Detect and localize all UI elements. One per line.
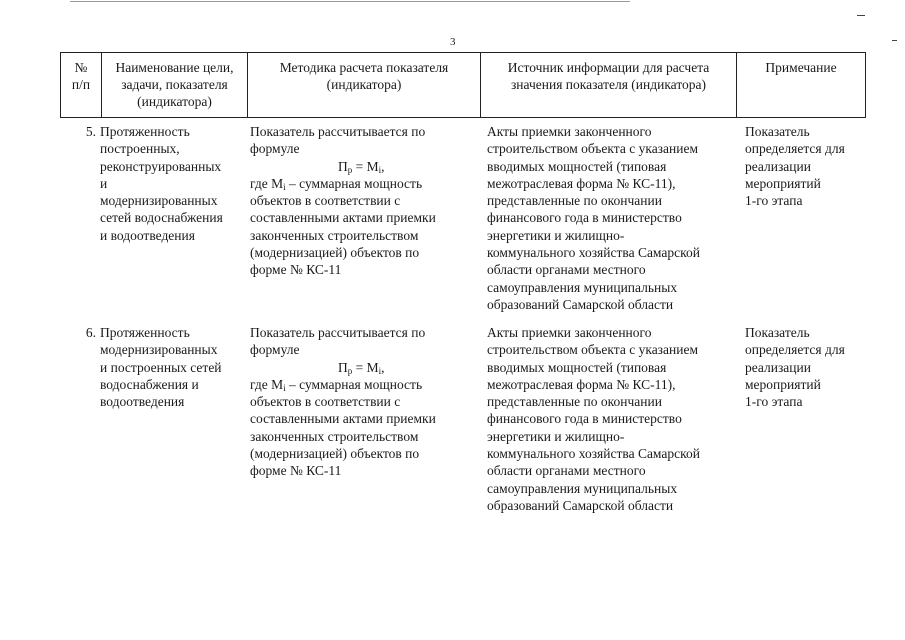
formula [250,359,480,376]
source-line: вводимых мощностей (типовая [487,359,667,375]
header-source [481,53,737,118]
formula-subscript: i [378,365,382,376]
note-line: определяется для [745,141,845,157]
method-text: – суммарная мощность [285,175,423,191]
table-header [60,52,866,118]
method-line: Показатель рассчитывается по [250,325,426,340]
note-line: реализации [745,158,811,174]
name-line: модернизированных [100,193,218,209]
note-line: реализации [745,359,811,375]
name-line: построенных, [100,141,180,157]
method-text: где M [250,376,284,392]
formula-subscript: р [347,365,353,376]
header-num [61,53,102,118]
note-line: 1-го этапа [745,394,803,410]
source-line: представленные по окончании [487,193,662,209]
source-line: области органами местного [487,262,646,278]
header-method [248,53,481,118]
method-line: законченных строительством [250,227,419,243]
method-line: объектов в соответствии с [250,394,401,410]
source-line: самоуправления муниципальных [487,480,678,496]
method-text: – суммарная мощность [285,376,423,392]
source-line: межотраслевая форма № КС-11), [487,175,676,191]
method-line: объектов в соответствии с [250,193,401,209]
header-note-text: Примечание [765,60,837,75]
method-line: составленными актами приемки [250,210,436,226]
calculation-method [250,123,480,279]
name-line: и [100,175,108,191]
method-subscript: i [283,382,286,393]
source-line: финансового года в министерство [487,411,682,427]
header-name-text: Наименование цели, задачи, показателя (индикатора) [115,60,234,109]
source-line: межотраслевая форма № КС-11), [487,376,676,392]
method-line [250,376,480,393]
row-number: 6. [85,325,96,340]
note-line: определяется для [745,342,845,358]
method-line: законченных строительством [250,428,419,444]
margin-tick-mark [892,40,897,41]
formula-symbol: П [338,359,348,375]
method-line: форме № КС-11 [250,262,342,278]
source-line: коммунального хозяйства Самарской [487,245,700,261]
method-line: Показатель рассчитывается по [250,124,426,139]
formula-tail: , [381,359,385,375]
source-line: образований Самарской области [487,296,674,312]
header-note [737,53,866,118]
formula [250,158,480,175]
name-line: водоотведения [100,394,185,410]
source-line: коммунального хозяйства Самарской [487,446,700,462]
source-line: строительством объекта с указанием [487,342,698,358]
note-line: Показатель [745,325,810,340]
source-line: области органами местного [487,463,646,479]
information-source [487,324,737,514]
note-line: Показатель [745,124,810,139]
header-name [102,53,248,118]
source-line: Акты приемки законченного [487,325,652,340]
name-line: сетей водоснабжения [100,210,223,226]
method-subscript: i [283,181,286,192]
source-line: Акты приемки законченного [487,124,652,139]
top-edge-line [70,1,630,2]
note [745,324,865,410]
formula-subscript: i [378,164,382,175]
method-line: (модернизацией) объектов по [250,446,420,462]
source-line: энергетики и жилищно- [487,428,625,444]
indicator-name [100,123,250,244]
method-line [250,175,480,192]
header-source-text: Источник информации для расчета значения показателя (индикатора) [507,60,710,92]
margin-dash-mark [857,15,865,16]
name-line: Протяженность [100,124,190,139]
source-line: строительством объекта с указанием [487,141,698,157]
header-num-text: № п/п [71,60,91,92]
page-number: 3 [450,36,456,48]
formula-equals: = M [352,359,379,375]
formula-symbol: П [338,158,348,174]
note [745,123,865,209]
source-line: самоуправления муниципальных [487,279,678,295]
source-line: образований Самарской области [487,497,674,513]
indicator-name [100,324,250,410]
information-source [487,123,737,313]
row-number: 5. [85,124,96,139]
header-method-text: Методика расчета показателя (индикатора) [279,60,449,92]
source-line: представленные по окончании [487,394,662,410]
source-line: энергетики и жилищно- [487,227,625,243]
method-line: составленными актами приемки [250,411,436,427]
name-line: модернизированных [100,342,218,358]
name-line: Протяженность [100,325,190,340]
formula-tail: , [381,158,385,174]
note-line: мероприятий [745,376,821,392]
name-line: и построенных сетей [100,359,222,375]
method-line: форме № КС-11 [250,463,342,479]
note-line: 1-го этапа [745,193,803,209]
method-line: формуле [250,342,300,358]
method-line: формуле [250,141,300,157]
name-line: водоснабжения и [100,376,199,392]
name-line: реконструированных [100,158,222,174]
method-text: где M [250,175,284,191]
method-line: (модернизацией) объектов по [250,245,420,261]
calculation-method [250,324,480,480]
source-line: финансового года в министерство [487,210,682,226]
name-line: и водоотведения [100,227,195,243]
note-line: мероприятий [745,175,821,191]
formula-equals: = M [352,158,379,174]
source-line: вводимых мощностей (типовая [487,158,667,174]
formula-subscript: р [347,164,353,175]
